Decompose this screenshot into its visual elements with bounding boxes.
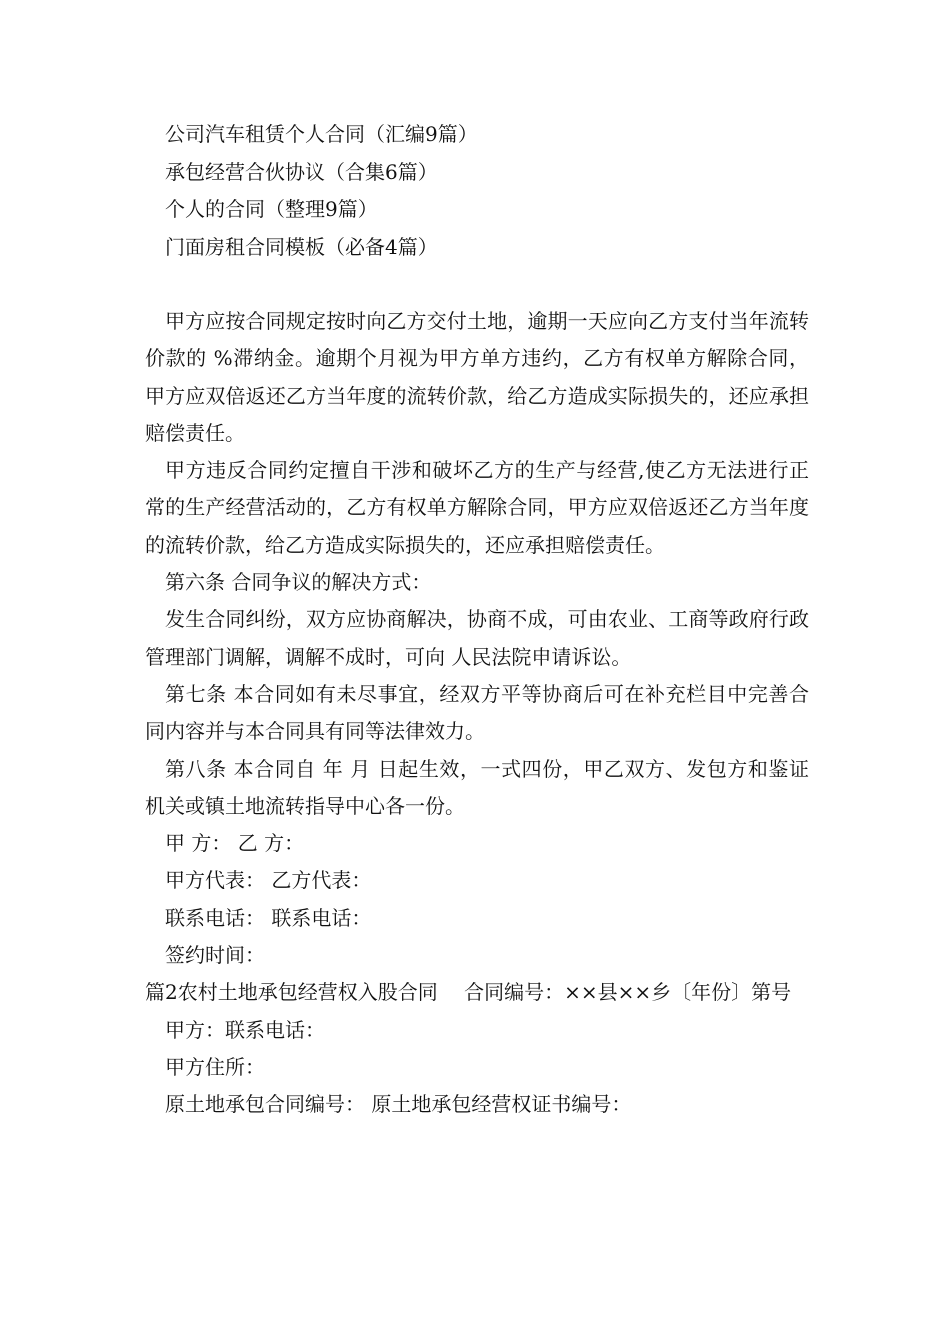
signature-parties: 甲 方： 乙 方：: [165, 831, 305, 856]
contract-body: [145, 303, 809, 1124]
related-link[interactable]: 个人的合同（整理9篇）: [165, 197, 378, 221]
signature-date: 签约时间：: [165, 943, 265, 968]
paragraph-delivery-penalty: 甲方应按合同规定按时向乙方交付土地，逾期一天应向乙方支付当年流转价款的 %滞纳金。逾期个月视为甲方单方违约，乙方有权单方解除合同，甲方应双倍返还乙方当年度的流转价款，给乙方造成实际损失的，还应承担赔偿责任。: [145, 309, 809, 445]
article-eight: 第八条 本合同自 年 月 日起生效，一式四份，甲乙双方、发包方和鉴证机关或镇土地流转指导中心各一份。: [145, 756, 809, 818]
related-links-list: [165, 116, 825, 266]
signature-representatives: 甲方代表： 乙方代表：: [165, 868, 372, 893]
article-six-heading: 第六条 合同争议的解决方式：: [165, 570, 432, 595]
paragraph-interference-penalty: 甲方违反合同约定擅自干涉和破坏乙方的生产与经营,使乙方无法进行正常的生产经营活动的，乙方有权单方解除合同，甲方应双倍返还乙方当年度的流转价款，给乙方造成实际损失的，还应承担赔偿责任。: [145, 458, 809, 557]
original-contract-numbers: 原土地承包合同编号： 原土地承包经营权证书编号：: [165, 1092, 632, 1117]
party-a-phone: 甲方：联系电话：: [165, 1017, 325, 1042]
related-link[interactable]: 承包经营合伙协议（合集6篇）: [165, 159, 438, 184]
section-two-heading: 篇2农村土地承包经营权入股合同 合同编号：××县××乡〔年份〕第号: [145, 980, 792, 1005]
paragraph-dispute-resolution: 发生合同纠纷，双方应协商解决，协商不成，可由农业、工商等政府行政管理部门调解，调解不成时，可向 人民法院申请诉讼。: [145, 607, 809, 669]
signature-phones: 联系电话： 联系电话：: [165, 905, 372, 930]
related-link[interactable]: 门面房租合同模板（必备4篇）: [165, 234, 438, 259]
article-seven: 第七条 本合同如有未尽事宜，经双方平等协商后可在补充栏目中完善合同内容并与本合同具有同等法律效力。: [145, 681, 809, 744]
related-link[interactable]: 公司汽车租赁个人合同（汇编9篇）: [165, 122, 478, 146]
party-a-address: 甲方住所：: [165, 1054, 265, 1079]
